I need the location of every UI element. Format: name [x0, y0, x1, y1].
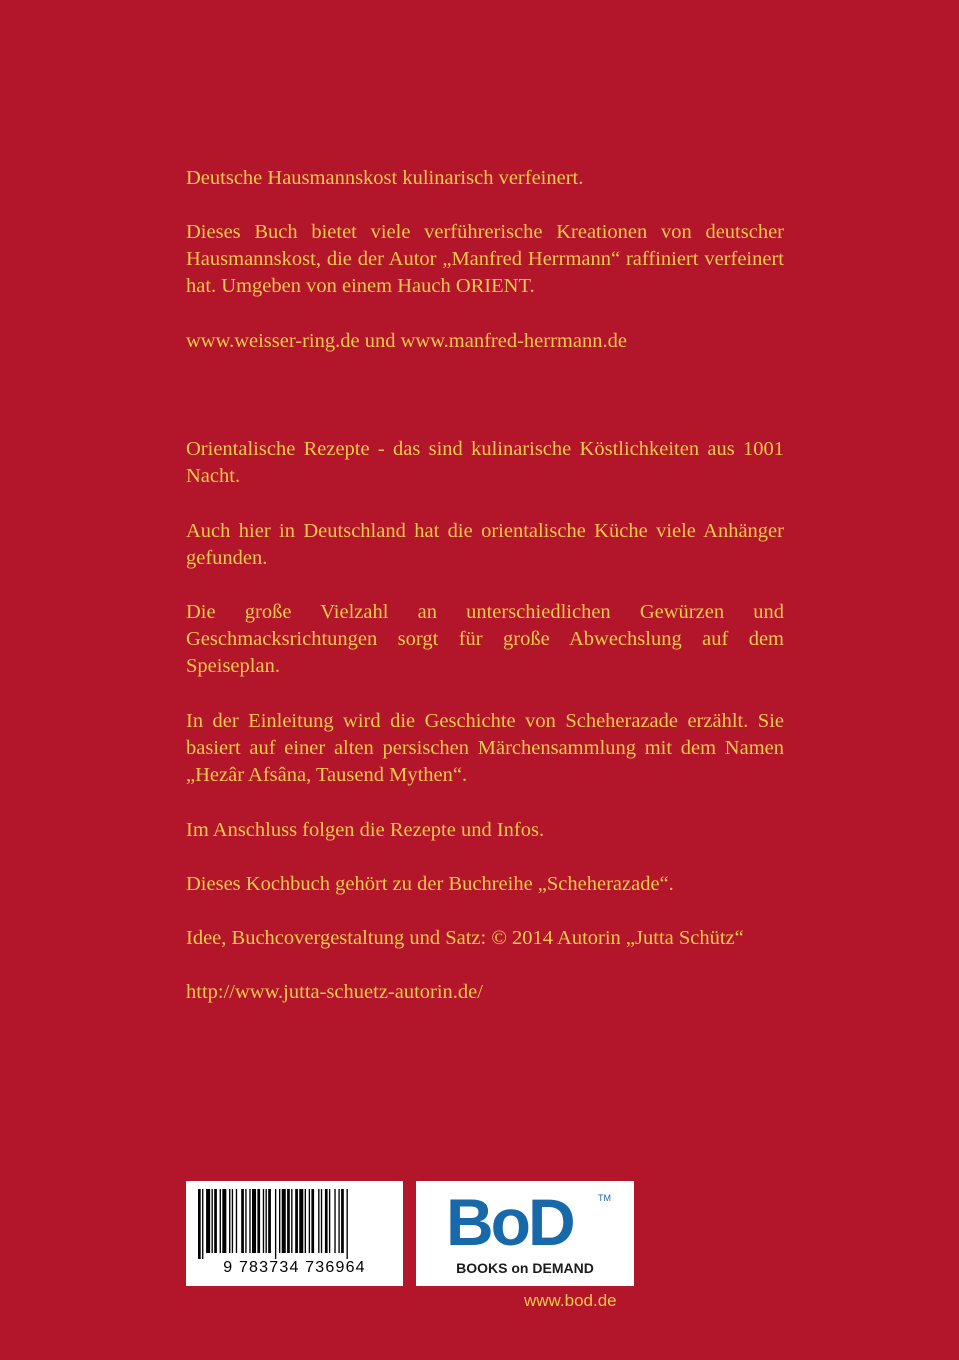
barcode-bar — [347, 1189, 348, 1259]
barcode-bar — [268, 1189, 271, 1253]
barcode-bar — [325, 1189, 328, 1253]
trademark-mark: TM — [598, 1193, 611, 1203]
barcode-bar — [236, 1189, 237, 1253]
blurb-credits — [186, 925, 784, 952]
barcode-bar — [229, 1189, 230, 1253]
barcode-bar — [341, 1189, 344, 1253]
barcode-bar — [212, 1189, 213, 1253]
publisher-url[interactable]: www.bod.de — [524, 1291, 617, 1310]
barcode-bar — [266, 1189, 267, 1253]
publisher-logo-box — [416, 1181, 634, 1286]
blurb-paragraph: Idee, Buchcovergestaltung und Satz: © 2014 Autorin „Jutta Schütz“ — [186, 927, 744, 949]
blurb-description — [186, 219, 784, 300]
barcode-bar — [329, 1189, 330, 1253]
blurb-paragraph: In der Einleitung wird die Geschichte von Scheherazade erzählt. Sie basiert auf einer alten persischen Märchensammlung mit dem Namen „Hezâr Afsâna, Tausend Mythen“. — [186, 710, 784, 786]
blurb-author-url — [186, 979, 784, 1006]
isbn-digits: 9 783734 736964 — [223, 1259, 366, 1276]
blurb-paragraph: Auch hier in Deutschland hat die orientalische Küche viele Anhänger gefunden. — [186, 520, 784, 569]
barcode-bar — [257, 1189, 260, 1253]
barcode-bar — [279, 1189, 280, 1253]
barcode-bar — [198, 1189, 201, 1259]
blurb-germany — [186, 518, 784, 572]
barcode-bar — [275, 1189, 276, 1259]
blurb-series — [186, 871, 784, 898]
barcode-bar — [299, 1189, 303, 1253]
barcode-bar — [249, 1189, 250, 1253]
barcode-bar — [305, 1189, 306, 1253]
blurb-paragraph: Deutsche Hausmannskost kulinarisch verfeinert. — [186, 167, 584, 189]
barcode-bar — [220, 1189, 221, 1253]
barcode-bar — [334, 1189, 335, 1253]
barcode-bar — [202, 1189, 203, 1259]
blurb-intro — [186, 165, 784, 192]
barcode-bar — [321, 1189, 322, 1253]
blurb-paragraph: Dieses Buch bietet viele verführerische Kreationen von deutscher Hausmannskost, die der Autor „Manfred Herrmann“ raffiniert verfeinert hat. Umgeben von einem Hauch ORIENT. — [186, 221, 784, 297]
barcode-bar — [241, 1189, 244, 1253]
isbn-barcode — [186, 1181, 403, 1286]
blurb-paragraph: www.weisser-ring.de und www.manfred-herrmann.de — [186, 330, 627, 352]
blurb-recipes — [186, 817, 784, 844]
barcode-bar — [214, 1189, 217, 1253]
barcode-bar — [252, 1189, 256, 1253]
blurb-paragraph: http://www.jutta-schuetz-autorin.de/ — [186, 981, 483, 1003]
barcode-bar — [263, 1189, 264, 1253]
blurb-links — [186, 328, 784, 355]
barcode-bar — [282, 1189, 286, 1253]
publisher-tagline: BOOKS on DEMAND — [456, 1260, 594, 1276]
barcode-bar — [232, 1189, 233, 1253]
barcode-bar — [287, 1189, 290, 1253]
barcode-bar — [309, 1189, 310, 1253]
blurb-paragraph: Dieses Kochbuch gehört zu der Buchreihe „Scheherazade“. — [186, 873, 674, 895]
blurb-paragraph: Die große Vielzahl an unterschiedlichen Gewürzen und Geschmacksrichtungen sorgt für große Abwechslung auf dem Speiseplan. — [186, 601, 784, 677]
bod-logo: BoD — [446, 1185, 573, 1259]
barcode-bar — [311, 1189, 314, 1253]
barcode-bar — [295, 1189, 298, 1253]
barcode-bar — [222, 1189, 226, 1253]
barcode-bar — [338, 1189, 339, 1253]
blurb-paragraph: Im Anschluss folgen die Rezepte und Infos. — [186, 819, 545, 841]
barcode-bar — [206, 1189, 210, 1253]
blurb-scheherazade — [186, 708, 784, 789]
barcode-bar — [245, 1189, 246, 1253]
blurb-oriental — [186, 436, 784, 490]
blurb-paragraph: Orientalische Rezepte - das sind kulinarische Köstlichkeiten aus 1001 Nacht. — [186, 438, 784, 487]
blurb-spices — [186, 599, 784, 680]
barcode-bar — [291, 1189, 292, 1253]
barcode-bar — [318, 1189, 319, 1253]
barcode-bars — [196, 1189, 393, 1259]
